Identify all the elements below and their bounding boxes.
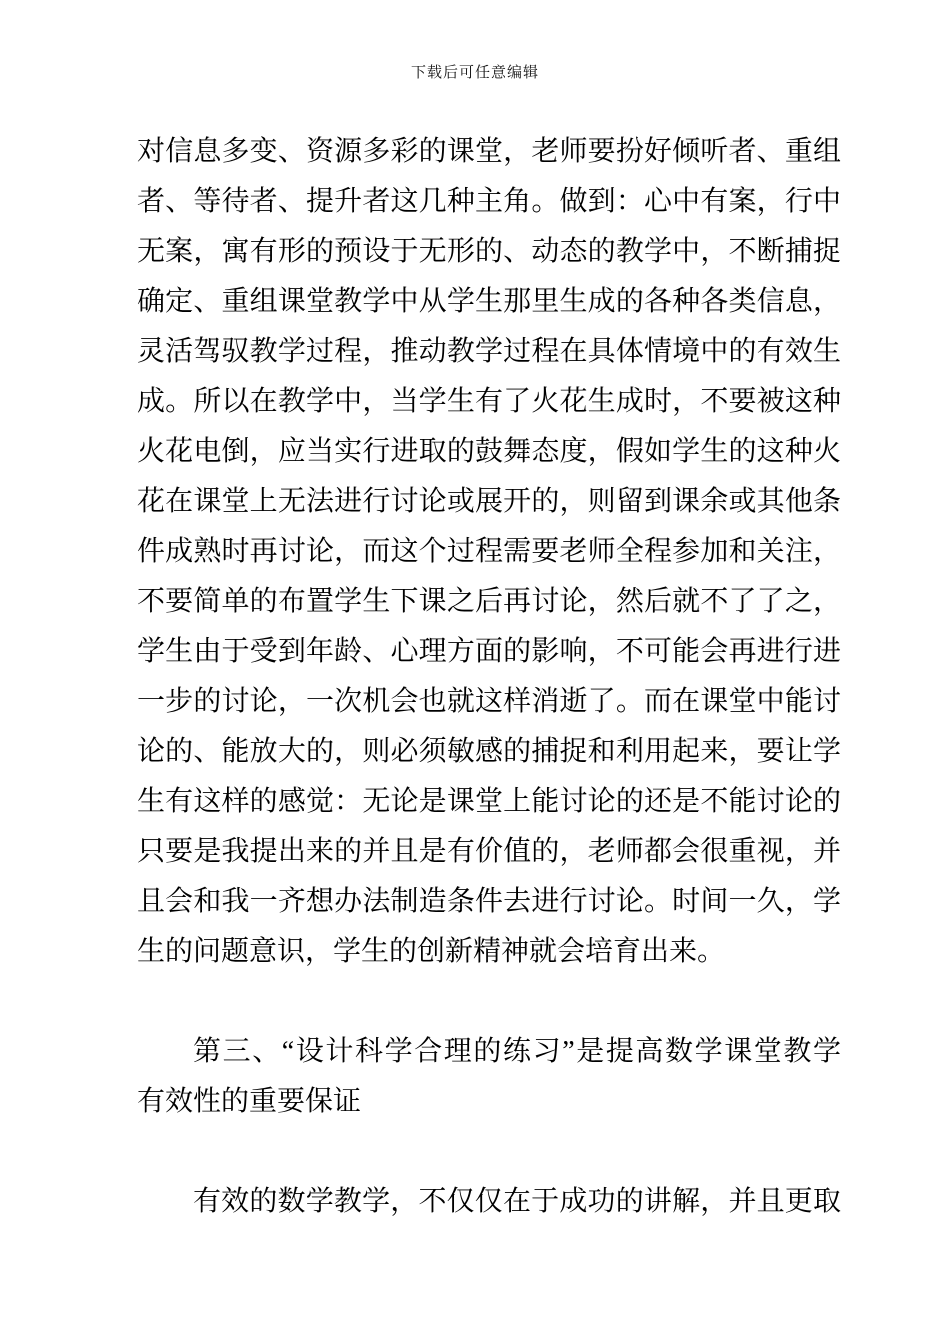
text-line: 只要是我提出来的并且是有价值的，老师都会很重视，并	[137, 836, 841, 867]
header-note: 下载后可任意编辑	[410, 65, 539, 81]
text-line: 学生由于受到年龄、心理方面的影响，不可能会再进行进	[137, 636, 841, 667]
text-line: 件成熟时再讨论，而这个过程需要老师全程参加和关注，	[137, 536, 841, 567]
text-line: 且会和我一齐想办法制造条件去进行讨论。时间一久，学	[137, 886, 841, 917]
text-line: 生有这样的感觉：无论是课堂上能讨论的还是不能讨论的	[137, 786, 841, 817]
text-line: 论的、能放大的，则必须敏感的捕捉和利用起来，要让学	[137, 736, 841, 767]
text-line: 者、等待者、提升者这几种主角。做到：心中有案，行中	[137, 186, 841, 217]
text-line: 有效的数学教学，不仅仅在于成功的讲解，并且更取	[193, 1186, 841, 1217]
text-line: 成。所以在教学中，当学生有了火花生成时，不要被这种	[137, 386, 841, 417]
heading-line: 有效性的重要保证	[137, 1086, 362, 1117]
text-line: 对信息多变、资源多彩的课堂，老师要扮好倾听者、重组	[137, 136, 841, 167]
paragraph-2-heading	[137, 1027, 841, 1127]
text-line: 灵活驾驭教学过程，推动教学过程在具体情境中的有效生	[137, 336, 841, 367]
text-line: 确定、重组课堂教学中从学生那里生成的各种各类信息，	[137, 286, 841, 317]
text-line: 不要简单的布置学生下课之后再讨论，然后就不了了之，	[137, 586, 841, 617]
document-body	[137, 127, 841, 1227]
heading-line: 第三、“设计科学合理的练习”是提高数学课堂教学	[193, 1036, 841, 1067]
text-line: 花在课堂上无法进行讨论或展开的，则留到课余或其他条	[137, 486, 841, 517]
paragraph-3	[137, 1177, 841, 1227]
text-line: 一步的讨论，一次机会也就这样消逝了。而在课堂中能讨	[137, 686, 841, 717]
text-line: 火花电倒，应当实行进取的鼓舞态度，假如学生的这种火	[137, 436, 841, 467]
paragraph-1	[137, 127, 841, 977]
text-line: 无案，寓有形的预设于无形的、动态的教学中，不断捕捉	[137, 236, 841, 267]
text-line: 生的问题意识，学生的创新精神就会培育出来。	[137, 936, 726, 967]
